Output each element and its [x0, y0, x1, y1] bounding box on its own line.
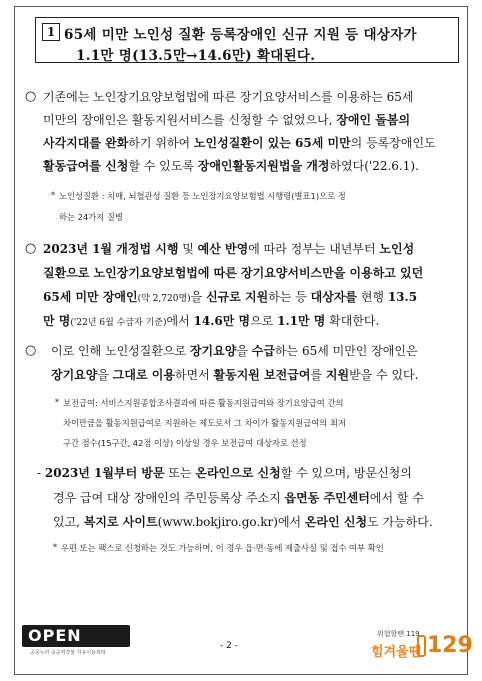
p4-note-1: 우편 또는 팩스로 신청하는 것도 가능하며, 이 경우 읍·면·동에 제출사실 및 접수 여부 확인 — [61, 543, 384, 553]
p2-line-1: 2023년 1월 개정법 시행 및 예산 반영에 따라 정부는 내년부터 노인성 — [43, 242, 415, 256]
headline-number: 1 — [42, 23, 60, 41]
bullet-icon: ○ — [25, 241, 37, 256]
p1-line-3: 사각지대를 완화하기 위하여 노인성질환이 있는 65세 미만의 등록장애인도 — [43, 136, 436, 150]
p1-line-1: 기존에는 노인장기요양보험법에 따른 장기요양서비스를 이용하는 65세 — [43, 90, 414, 104]
p1-note-1: 노인성질환 : 치매, 뇌혈관성 질환 등 노인장기요양보험법 시행령(별표1)으로 정 — [59, 191, 346, 201]
p3-line-1: 이로 인해 노인성질환으로 장기요양을 수급하는 65세 미만인 장애인은 — [51, 344, 418, 358]
hotline-small-text: 위험할땐 119 — [377, 630, 420, 638]
phone-icon — [417, 635, 426, 657]
p1-note-2: 하는 24가지 질병 — [59, 212, 123, 222]
hotline-big-text: 힘겨울땐 — [371, 645, 422, 660]
note-star-icon: * — [51, 191, 55, 200]
p4-line-1: - 2023년 1월부터 방문 또는 온라인으로 신청할 수 있으며, 방문신청의 — [37, 466, 412, 480]
p2-line-3: 65세 미만 장애인(약 2,720명)을 신규로 지원하는 등 대상자를 현행 13.5 — [43, 290, 418, 304]
hotline-banner — [357, 627, 473, 663]
document-page — [14, 6, 473, 675]
p2-line-4: 만 명('22년 6월 수급자 기준)에서 14.6만 명으로 1.1만 명 확대한다. — [43, 314, 380, 328]
p3-note-3: 구간 점수(15구간, 42점 이상) 이상일 경우 보전급여 대상자로 선정 — [63, 438, 307, 448]
headline-line-2: 1.1만 명(13.5만→14.6만) 확대된다. — [76, 48, 316, 64]
note-star-icon: * — [55, 398, 59, 407]
p4-line-2: 경우 급여 대상 장애인의 주민등록상 주소지 읍면동 주민센터에서 할 수 — [53, 491, 424, 505]
p4-line-3: 있고, 복지로 사이트(www.bokjiro.go.kr)에서 온라인 신청도 가능하다. — [53, 515, 433, 529]
bullet-icon: ○ — [25, 89, 37, 104]
page-number: - 2 - — [220, 641, 238, 651]
hotline-number: 129 — [427, 633, 473, 658]
open-license-logo: OPEN 공공누리 공공저작물 자유이용허락 — [22, 625, 134, 659]
headline-box — [35, 17, 459, 63]
p3-line-2: 장기요양을 그대로 이용하면서 활동지원 보전급여를 지원받을 수 있다. — [51, 368, 419, 382]
p3-note-1: 보전급여: 서비스지원종합조사결과에 따른 활동지원급여와 장기요양급여 간의 — [63, 398, 344, 408]
note-star-icon: * — [53, 543, 57, 552]
p1-line-4: 활동급여를 신청할 수 있도록 장애인활동지원법을 개정하였다('22.6.1). — [43, 159, 419, 173]
bullet-icon: ○ — [25, 343, 37, 358]
p2-line-2: 질환으로 노인장기요양보험법에 따른 장기요양서비스만을 이용하고 있던 — [43, 266, 424, 280]
p1-line-2: 미만의 장애인은 활동지원서비스를 신청할 수 없었으나, 장애인 돌봄의 — [43, 113, 411, 127]
p3-note-2: 차이만큼을 활동지원급여로 지원하는 제도로서 그 차이가 활동지원급여의 최저 — [63, 418, 346, 428]
headline-line-1: 65세 미만 노인성 질환 등록장애인 신규 지원 등 대상자가 — [64, 27, 417, 43]
